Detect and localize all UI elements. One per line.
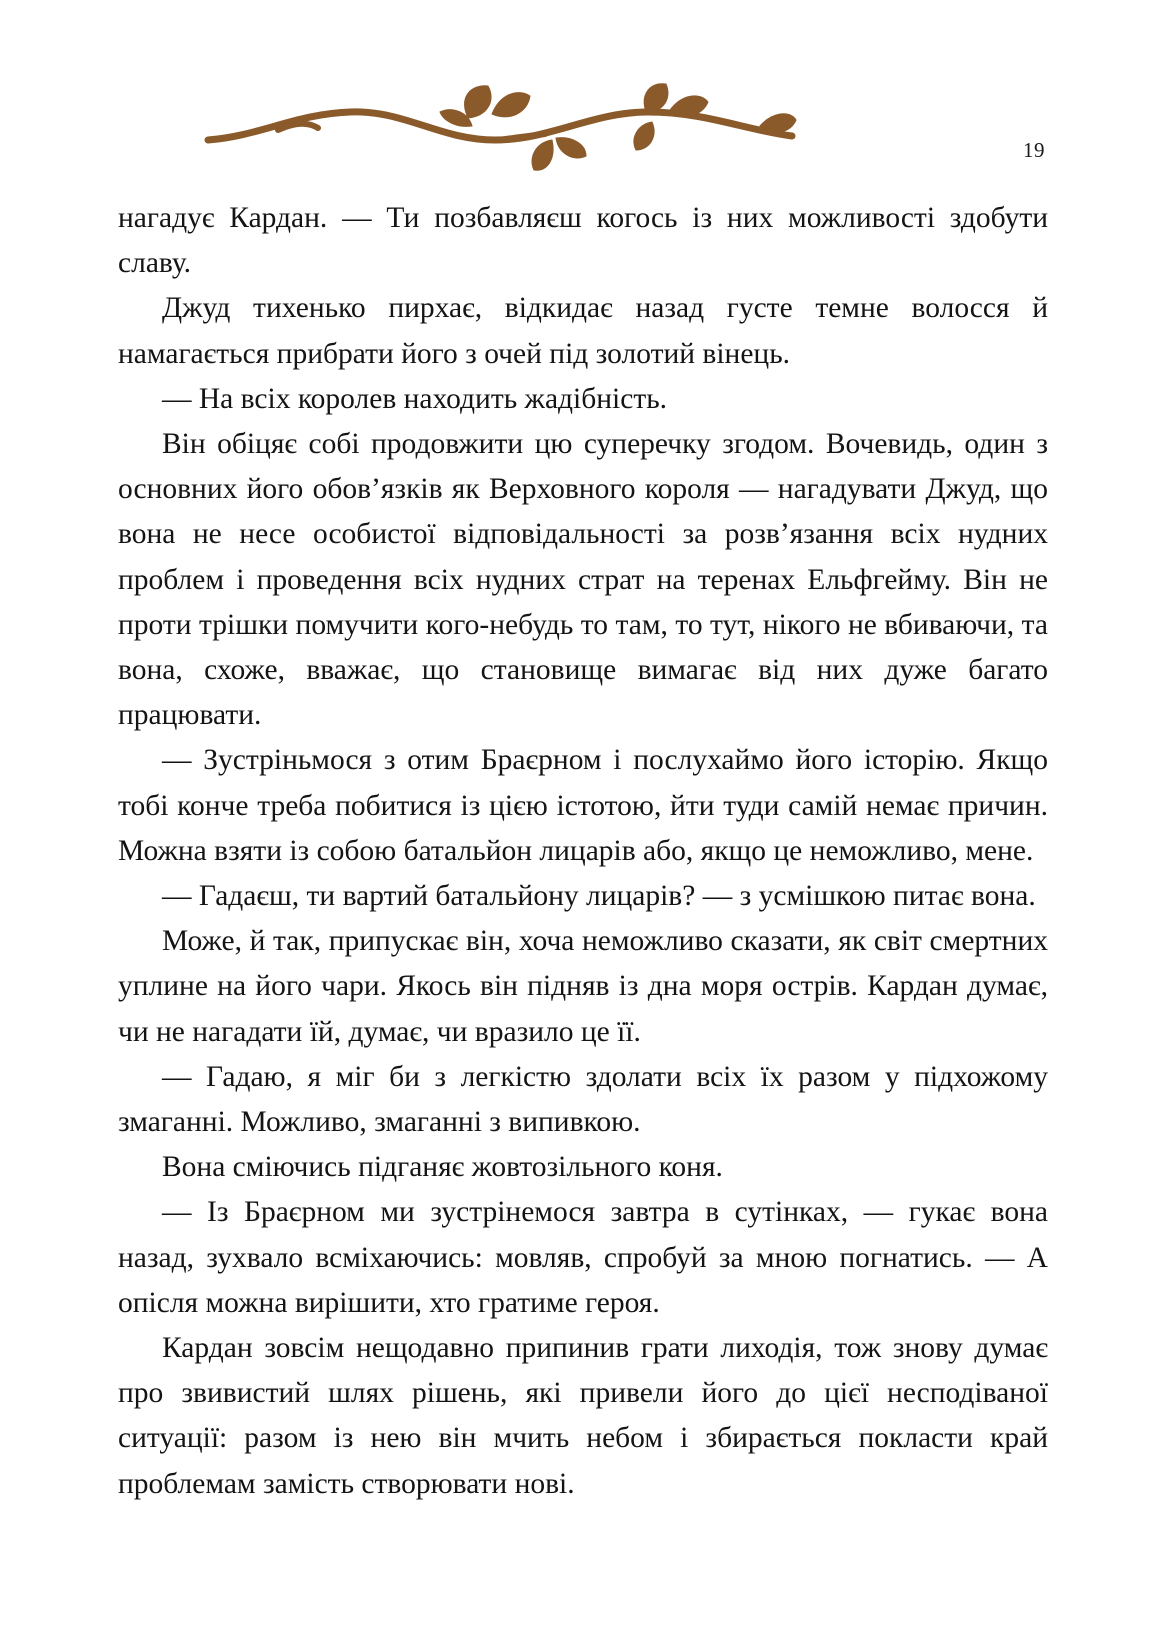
paragraph: — Із Браєрном ми зустрінемося завтра в сутінках, — гукає вона назад, зухвало всміхаючись: мовляв, спробуй за мною погнатись. — А опісля можна вирішити, хто гратиме героя. bbox=[118, 1196, 1048, 1319]
paragraph: — Гадаєш, ти вартий батальйону лицарів? — з усмішкою питає вона. bbox=[162, 880, 1036, 913]
paragraph: Він обіцяє собі продовжити цю суперечку згодом. Вочевидь, один з основних його обов’язків як Верховного короля — нагадувати Джуд, що вона не несе особистої відповідальності за розв’язання всіх нудних проблем і проведення всіх нудних страт на теренах Ельфгейму. Він не проти трішки помучити кого-небудь то там, то тут, нікого не вбиваючи, та вона, схоже, вважає, що становище вимагає від них дуже багато працювати. bbox=[118, 428, 1048, 732]
paragraph: Вона сміючись підганяє жовтозільного коня. bbox=[162, 1151, 723, 1184]
paragraph: — Зустріньмося з отим Браєрном і послухаймо його історію. Якщо тобі конче треба побитися із цією істотою, йти туди самій немає причин. Можна взяти із собою батальйон лицарів або, якщо це неможливо, мене. bbox=[118, 744, 1048, 867]
paragraph: Джуд тихенько пирхає, відкидає назад густе темне волосся й намагається прибрати його з очей під золотий вінець. bbox=[118, 292, 1048, 370]
paragraph: нагадує Кардан. — Ти позбавляєш когось із них можливості здобути славу. bbox=[118, 202, 1048, 280]
paragraph: — На всіх королев находить жадібність. bbox=[162, 382, 668, 415]
page-body bbox=[118, 196, 1048, 1507]
page-number: 19 bbox=[1023, 138, 1045, 162]
paragraph: Може, й так, припускає він, хоча неможливо сказати, як світ смертних уплине на його чари. Якось він підняв із дна моря острів. Кардан думає, чи не нагадати їй, думає, чи вразило це її. bbox=[118, 925, 1048, 1048]
paragraph: — Гадаю, я міг би з легкістю здолати всіх їх разом у підхожому змаганні. Можливо, змаганні з випивкою. bbox=[118, 1060, 1048, 1139]
paragraph: Кардан зовсім нещодавно припинив грати лиходія, тож знову думає про звивистий шлях рішень, які привели його до цієї несподіваної ситуації: разом із нею він мчить небом і збирається покласти край проблемам замість створювати нові. bbox=[118, 1332, 1048, 1500]
leafy-vine-ornament bbox=[200, 78, 800, 173]
